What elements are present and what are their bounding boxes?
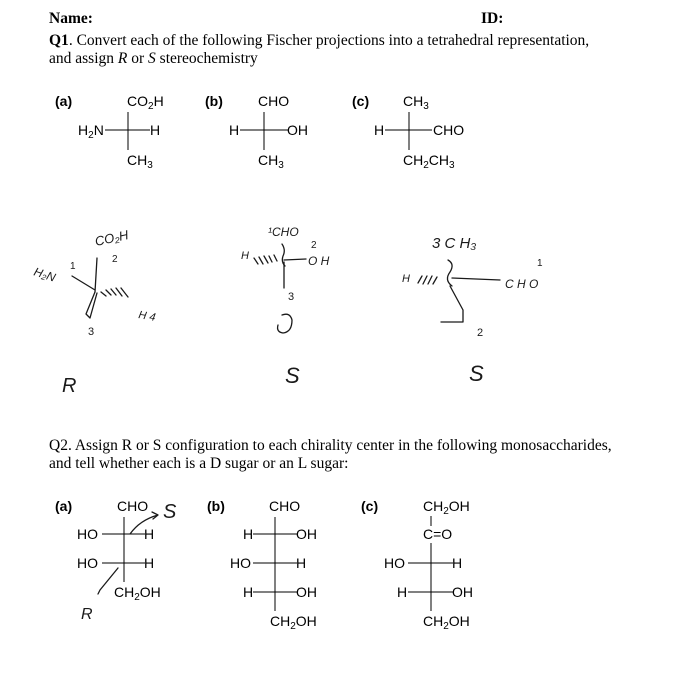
hw-b-cho: ¹CHO [268, 225, 299, 239]
q1-c-bottom: $CH_2CH_3$ [403, 152, 455, 171]
q2-c-bottom: $CH_2OH$ [423, 613, 470, 632]
q2-b-r2-right: H [296, 555, 307, 571]
q1-a-top: $CO_2H$ [127, 93, 164, 112]
q1-c-left: H [374, 122, 385, 138]
q2-b-top: CHO [269, 498, 301, 514]
hw-a-bond-left [72, 276, 95, 290]
q2-a-r2-right: H [144, 555, 155, 571]
hw-b-3: 3 [288, 291, 295, 303]
hw-b-scribble [278, 314, 292, 333]
q2-c-r1-left: HO [384, 555, 405, 571]
q2-fischer-projections [0, 490, 677, 635]
hw-b-dash [254, 255, 277, 264]
q2-b-r3-right: OH [296, 584, 317, 600]
hw-a-h4: H 4 [137, 309, 157, 324]
hw-q2-a-bottom-answer: R [81, 606, 93, 623]
q2-c-label: (c) [361, 498, 379, 514]
hw-a-wedge [86, 292, 97, 318]
q1-line1: Q1. Convert each of the following Fischer projections into a tetrahedral representation, [49, 32, 590, 49]
hw-a-1: 1 [70, 261, 76, 272]
hw-c-cho: C H O [505, 277, 539, 291]
hw-a-h2n: H₂N [32, 264, 58, 285]
q2-b-r1-left: H [243, 526, 254, 542]
q1-fischer-a [55, 93, 164, 171]
q1-line2: and assign R or S stereochemistry [49, 50, 258, 67]
q2-b-r1-right: OH [296, 526, 317, 542]
q1-a-bottom: $CH_3$ [127, 152, 153, 171]
hw-a-answer: R [62, 375, 77, 397]
hw-a-bond-up [95, 258, 97, 292]
hw-b-sketch [241, 225, 330, 388]
hw-c-answer: S [469, 361, 484, 386]
q1-b-bottom: $CH_3$ [258, 152, 284, 171]
hw-c-bond-down [441, 286, 463, 322]
q1-b-left: H [229, 122, 240, 138]
hw-b-2: 2 [311, 240, 317, 251]
hw-c-1: 1 [537, 258, 543, 269]
hw-b-answer: S [285, 363, 300, 388]
q2-a-label: (a) [55, 498, 73, 514]
q2-fischer-c [361, 498, 473, 632]
q2-b-label: (b) [207, 498, 225, 514]
q1-b-top: CHO [258, 93, 290, 109]
q1-handwritten-answers [0, 210, 677, 400]
hw-a-dash [101, 288, 128, 297]
q2-b-r3-left: H [243, 584, 254, 600]
hw-c-2: 2 [477, 327, 484, 339]
q2-c-r2-right: OH [452, 584, 473, 600]
q1-c-top: $CH_3$ [403, 93, 429, 112]
q1-b-label: (b) [205, 93, 223, 109]
q1-fischer-b [205, 93, 308, 171]
id-label: ID: [481, 10, 504, 27]
q2-c-top: $CH_2OH$ [423, 498, 470, 517]
q1-a-right: H [150, 122, 161, 138]
hw-c-ch3: 3 C H₃ [432, 235, 477, 252]
q2-a-top: CHO [117, 498, 149, 514]
q1-a-label: (a) [55, 93, 73, 109]
q2-fischer-a [55, 498, 177, 623]
q2-a-r1-right: H [144, 526, 155, 542]
q2-a-r2-left: HO [77, 555, 98, 571]
q2-c-r1-right: H [452, 555, 463, 571]
name-label: Name: [49, 10, 93, 27]
q1-fischer-projections [0, 80, 677, 180]
q2-b-r2-left: HO [230, 555, 251, 571]
q2-a-bottom: $CH_2OH$ [114, 584, 161, 603]
q2-a-r1-left: HO [77, 526, 98, 542]
q1-fischer-c [352, 93, 464, 171]
q1-b-right: OH [287, 122, 308, 138]
hw-a-sketch [32, 227, 156, 397]
hw-c-h: H [402, 273, 410, 285]
hw-b-oh: O H [308, 254, 330, 268]
hw-q2-a-top-answer: S [163, 501, 177, 523]
hw-b-bond-right [284, 259, 306, 260]
q1-a-left: $H_2N$ [78, 122, 104, 141]
q2-c-r2-left: H [397, 584, 408, 600]
hw-a-3: 3 [88, 326, 95, 338]
q1-c-label: (c) [352, 93, 370, 109]
q2-b-bottom: $CH_2OH$ [270, 613, 317, 632]
q2-line2: and tell whether each is a D sugar or an L sugar: [49, 455, 349, 472]
hw-c-sketch [402, 235, 543, 386]
hw-a-co2h: CO₂H [93, 227, 130, 249]
q1-c-right: CHO [433, 122, 465, 138]
hw-c-bond-right [452, 278, 500, 280]
q2-c-carbonyl: C=O [423, 526, 453, 542]
hw-c-dash [418, 276, 437, 284]
hw-b-h: H [241, 250, 249, 262]
q2-line1: Q2. Assign R or S configuration to each chirality center in the following monosaccharides, [49, 437, 612, 454]
hw-a-2: 2 [112, 254, 118, 265]
hw-c-bond-up [447, 260, 452, 286]
q2-fischer-b [207, 498, 317, 632]
